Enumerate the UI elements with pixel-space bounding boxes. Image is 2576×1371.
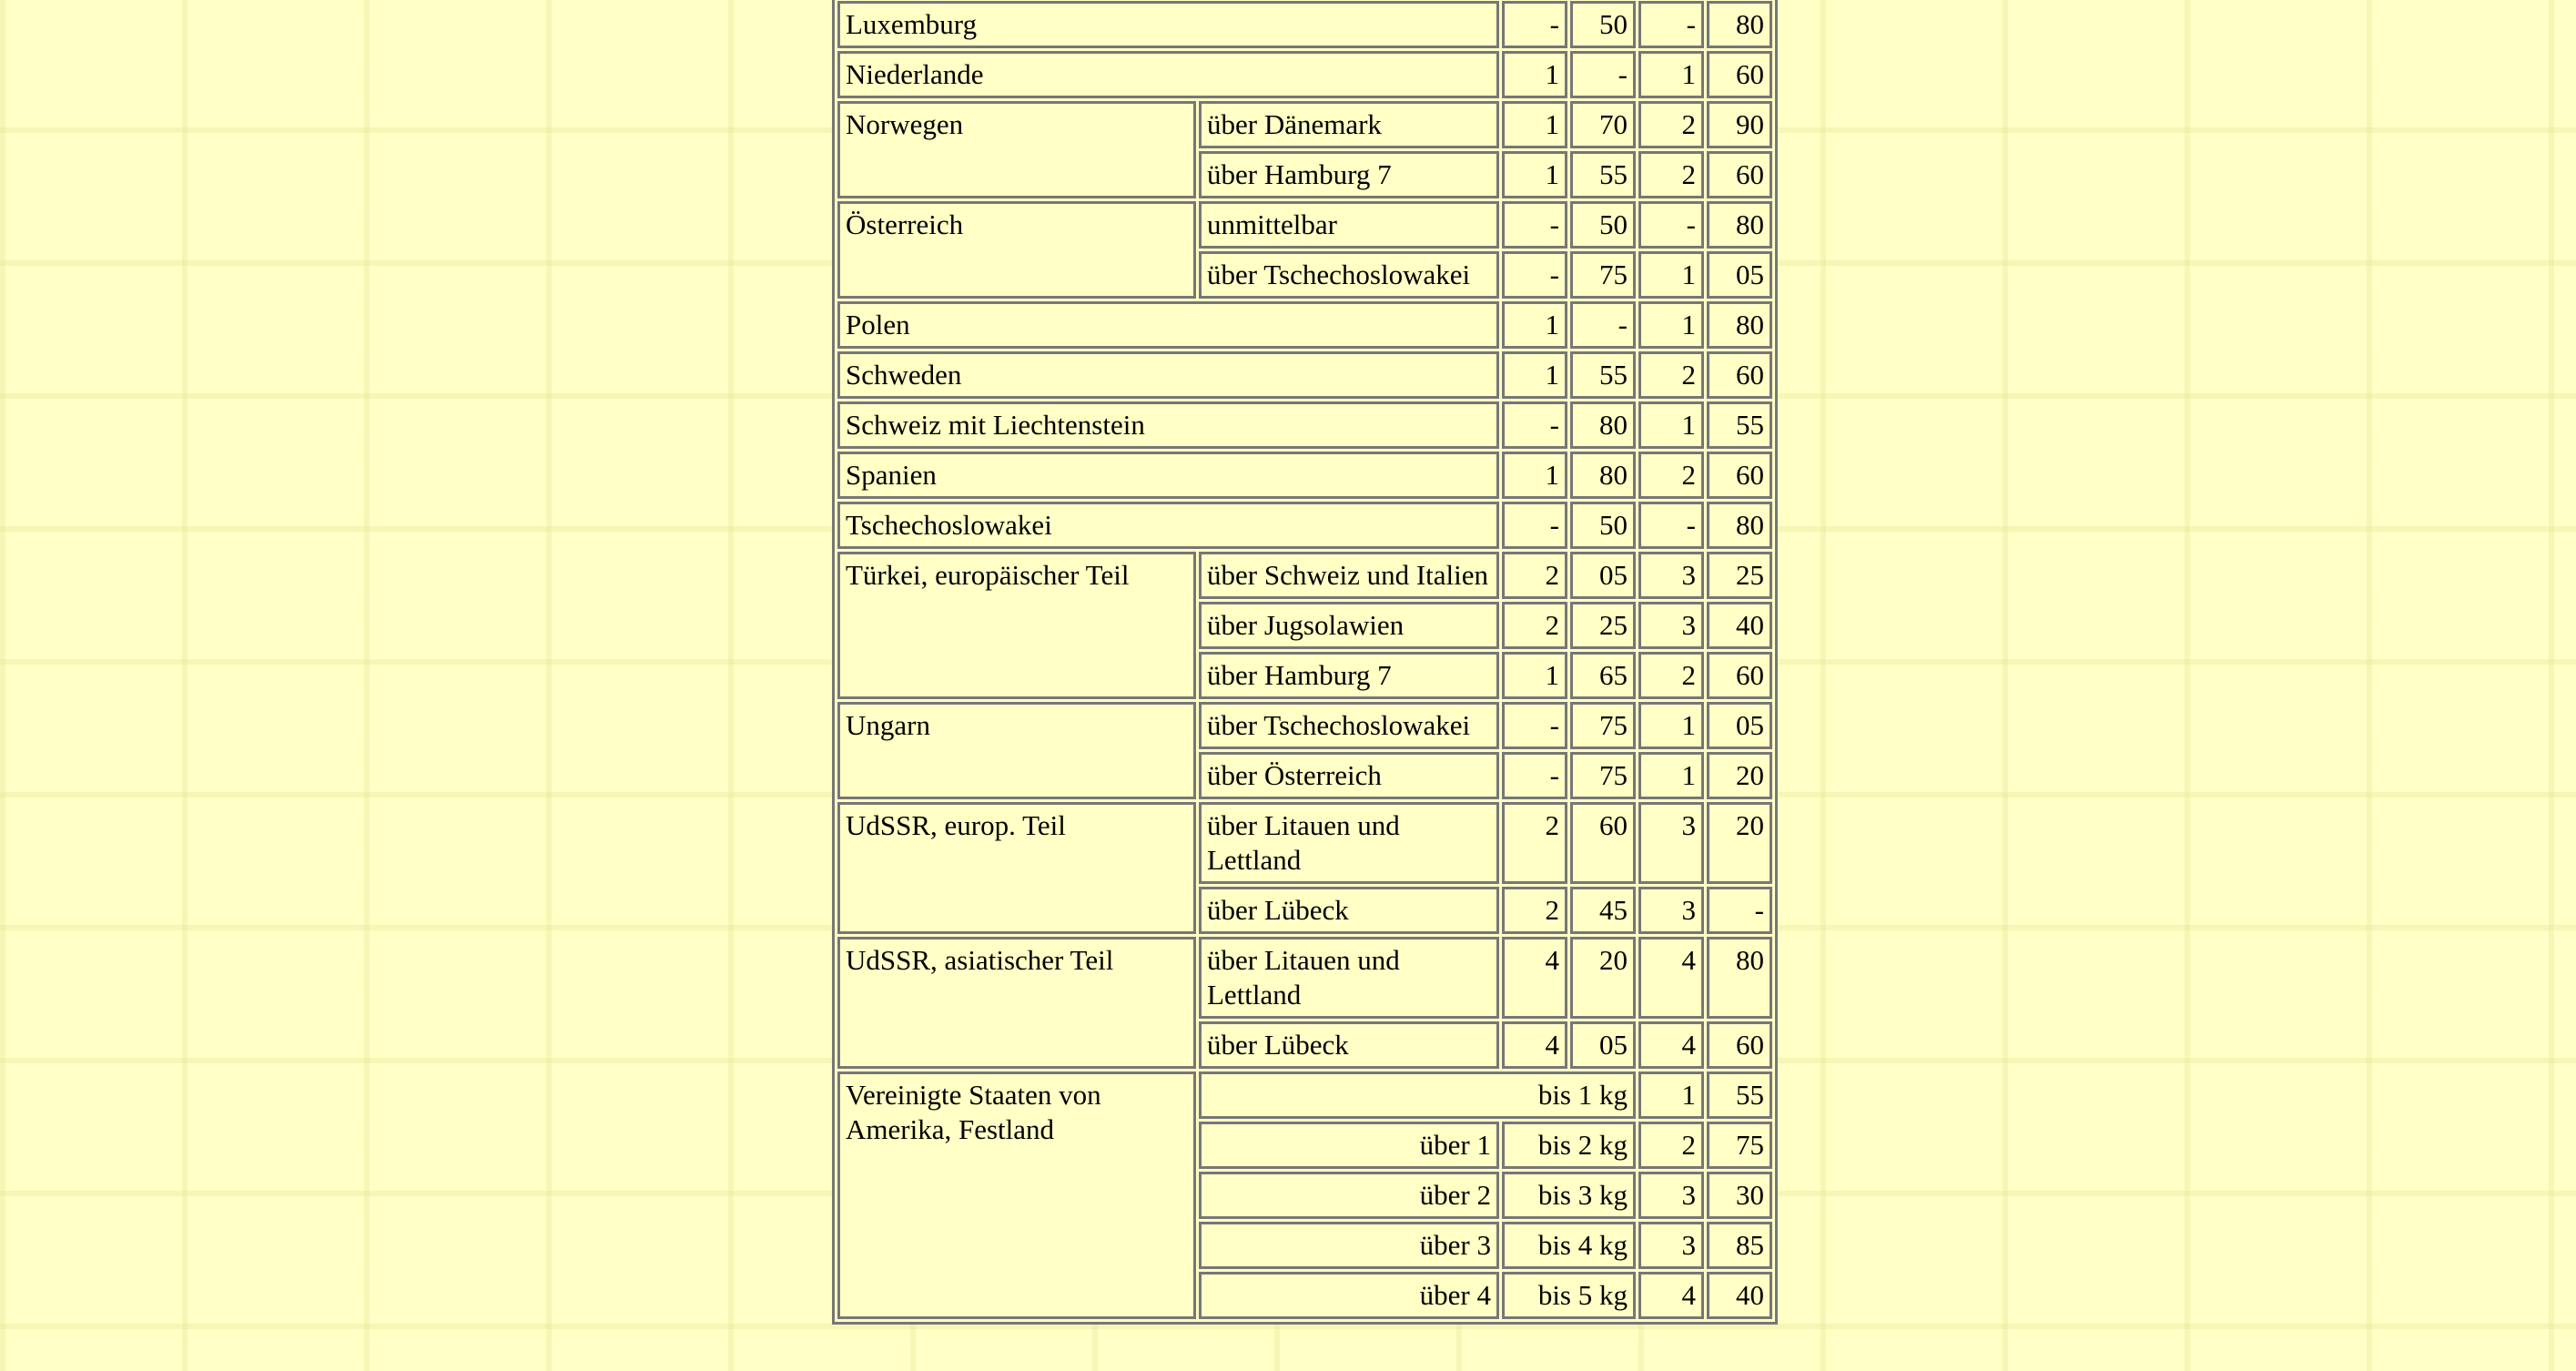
- route-cell: über Lübeck: [1199, 887, 1499, 934]
- rate-cell: 1: [1638, 401, 1704, 449]
- route-cell: über Dänemark: [1199, 101, 1499, 148]
- rate-cell: 60: [1707, 51, 1772, 98]
- table-row: [837, 301, 1772, 349]
- rate-cell: 60: [1707, 151, 1772, 198]
- country-cell: Vereinigte Staaten von Amerika, Festland: [837, 1071, 1196, 1319]
- rate-cell: -: [1502, 502, 1567, 549]
- rate-cell: 80: [1707, 502, 1772, 549]
- rate-cell: 4: [1638, 1272, 1704, 1319]
- rate-cell: 20: [1707, 752, 1772, 799]
- rate-cell: 2: [1638, 452, 1704, 499]
- rate-cell: 55: [1707, 401, 1772, 449]
- rate-cell: 1: [1638, 702, 1704, 749]
- rate-cell: 2: [1638, 1122, 1704, 1169]
- rate-cell: 2: [1638, 351, 1704, 399]
- country-cell: Türkei, europäischer Teil: [837, 552, 1196, 699]
- route-cell: über Schweiz und Italien: [1199, 552, 1499, 599]
- country-cell: UdSSR, asiatischer Teil: [837, 937, 1196, 1069]
- table-row: [837, 937, 1772, 1019]
- rate-cell: 40: [1707, 1272, 1772, 1319]
- rate-cell: 4: [1638, 1021, 1704, 1069]
- rate-cell: 50: [1570, 201, 1636, 249]
- table-row: [837, 201, 1772, 249]
- rate-cell: -: [1638, 201, 1704, 249]
- rate-cell: 3: [1638, 1222, 1704, 1269]
- rate-cell: 80: [1707, 1, 1772, 48]
- rate-cell: -: [1570, 51, 1636, 98]
- rate-cell: 60: [1707, 351, 1772, 399]
- rate-cell: 80: [1707, 937, 1772, 1019]
- country-cell: Polen: [837, 301, 1499, 349]
- route-cell: über Tschechoslowakei: [1199, 702, 1499, 749]
- route-cell: über Litauen und Lettland: [1199, 802, 1499, 884]
- rate-cell: -: [1570, 301, 1636, 349]
- weight-to-cell: bis 2 kg: [1502, 1122, 1636, 1169]
- rate-cell: 3: [1638, 802, 1704, 884]
- rate-cell: 50: [1570, 1, 1636, 48]
- country-cell: Spanien: [837, 452, 1499, 499]
- rate-cell: 60: [1707, 1021, 1772, 1069]
- rate-cell: 75: [1707, 1122, 1772, 1169]
- country-cell: Luxemburg: [837, 1, 1499, 48]
- rate-cell: 1: [1638, 251, 1704, 299]
- weight-to-cell: bis 3 kg: [1502, 1172, 1636, 1219]
- postage-table-wrapper: [832, 0, 1778, 1325]
- rate-cell: 75: [1570, 702, 1636, 749]
- table-row: [837, 401, 1772, 449]
- rate-cell: 1: [1502, 51, 1567, 98]
- rate-cell: 30: [1707, 1172, 1772, 1219]
- rate-cell: 2: [1638, 652, 1704, 699]
- rate-cell: 4: [1502, 1021, 1567, 1069]
- country-cell: Tschechoslowakei: [837, 502, 1499, 549]
- weight-to-cell: bis 5 kg: [1502, 1272, 1636, 1319]
- rate-cell: 3: [1638, 887, 1704, 934]
- rate-cell: 60: [1707, 652, 1772, 699]
- route-cell: über Hamburg 7: [1199, 652, 1499, 699]
- rate-cell: 60: [1707, 452, 1772, 499]
- weight-from-cell: über 3: [1199, 1222, 1499, 1269]
- rate-cell: 70: [1570, 101, 1636, 148]
- route-cell: über Österreich: [1199, 752, 1499, 799]
- table-row: [837, 452, 1772, 499]
- rate-cell: 1: [1502, 101, 1567, 148]
- table-row: [837, 1, 1772, 48]
- rate-cell: 05: [1570, 1021, 1636, 1069]
- rate-cell: 55: [1570, 351, 1636, 399]
- weight-to-cell: bis 4 kg: [1502, 1222, 1636, 1269]
- rate-cell: 2: [1638, 151, 1704, 198]
- rate-cell: 1: [1638, 1071, 1704, 1119]
- rate-cell: -: [1707, 887, 1772, 934]
- country-cell: Österreich: [837, 201, 1196, 299]
- rate-cell: 75: [1570, 251, 1636, 299]
- route-cell: über Jugsolawien: [1199, 602, 1499, 649]
- postage-rate-table: [832, 0, 1778, 1325]
- rate-cell: 80: [1570, 401, 1636, 449]
- rate-cell: 2: [1502, 802, 1567, 884]
- table-row: [837, 802, 1772, 884]
- table-row: [837, 702, 1772, 749]
- rate-cell: -: [1638, 1, 1704, 48]
- country-cell: Ungarn: [837, 702, 1196, 799]
- route-cell: über Hamburg 7: [1199, 151, 1499, 198]
- country-cell: UdSSR, europ. Teil: [837, 802, 1196, 934]
- route-cell: über Tschechoslowakei: [1199, 251, 1499, 299]
- rate-cell: 2: [1502, 602, 1567, 649]
- weight-from-cell: über 2: [1199, 1172, 1499, 1219]
- rate-cell: 1: [1638, 51, 1704, 98]
- rate-cell: 85: [1707, 1222, 1772, 1269]
- rate-cell: 05: [1707, 251, 1772, 299]
- country-cell: Schweden: [837, 351, 1499, 399]
- rate-cell: 2: [1502, 887, 1567, 934]
- route-cell: über Lübeck: [1199, 1021, 1499, 1069]
- rate-cell: 80: [1707, 201, 1772, 249]
- rate-cell: -: [1502, 251, 1567, 299]
- rate-cell: 55: [1570, 151, 1636, 198]
- rate-cell: 65: [1570, 652, 1636, 699]
- rate-cell: 20: [1570, 937, 1636, 1019]
- rate-cell: 45: [1570, 887, 1636, 934]
- route-cell: über Litauen und Lettland: [1199, 937, 1499, 1019]
- rate-cell: 3: [1638, 602, 1704, 649]
- rate-cell: -: [1502, 1, 1567, 48]
- rate-cell: 55: [1707, 1071, 1772, 1119]
- rate-cell: 1: [1502, 301, 1567, 349]
- rate-cell: 4: [1502, 937, 1567, 1019]
- rate-cell: 4: [1638, 937, 1704, 1019]
- rate-cell: 20: [1707, 802, 1772, 884]
- weight-from-cell: über 1: [1199, 1122, 1499, 1169]
- country-cell: Norwegen: [837, 101, 1196, 198]
- rate-cell: 1: [1502, 452, 1567, 499]
- rate-cell: 3: [1638, 1172, 1704, 1219]
- rate-cell: 50: [1570, 502, 1636, 549]
- table-row: [837, 502, 1772, 549]
- rate-cell: 60: [1570, 802, 1636, 884]
- rate-cell: 40: [1707, 602, 1772, 649]
- rate-cell: 1: [1502, 652, 1567, 699]
- table-row: [837, 351, 1772, 399]
- weight-cell: bis 1 kg: [1199, 1071, 1636, 1119]
- rate-cell: 25: [1570, 602, 1636, 649]
- table-row: [837, 51, 1772, 98]
- weight-from-cell: über 4: [1199, 1272, 1499, 1319]
- rate-cell: 25: [1707, 552, 1772, 599]
- rate-cell: 2: [1502, 552, 1567, 599]
- rate-cell: -: [1502, 752, 1567, 799]
- rate-cell: 05: [1707, 702, 1772, 749]
- rate-cell: 75: [1570, 752, 1636, 799]
- country-cell: Niederlande: [837, 51, 1499, 98]
- rate-cell: -: [1638, 502, 1704, 549]
- rate-cell: 1: [1502, 151, 1567, 198]
- country-cell: Schweiz mit Liechtenstein: [837, 401, 1499, 449]
- rate-cell: -: [1502, 201, 1567, 249]
- table-row: [837, 1071, 1772, 1119]
- rate-cell: -: [1502, 401, 1567, 449]
- rate-cell: 80: [1570, 452, 1636, 499]
- rate-cell: 05: [1570, 552, 1636, 599]
- table-row: [837, 101, 1772, 148]
- rate-cell: 3: [1638, 552, 1704, 599]
- table-row: [837, 552, 1772, 599]
- route-cell: unmittelbar: [1199, 201, 1499, 249]
- rate-cell: 2: [1638, 101, 1704, 148]
- rate-cell: 1: [1638, 752, 1704, 799]
- rate-cell: 1: [1638, 301, 1704, 349]
- rate-cell: 80: [1707, 301, 1772, 349]
- rate-cell: -: [1502, 702, 1567, 749]
- rate-cell: 90: [1707, 101, 1772, 148]
- rate-cell: 1: [1502, 351, 1567, 399]
